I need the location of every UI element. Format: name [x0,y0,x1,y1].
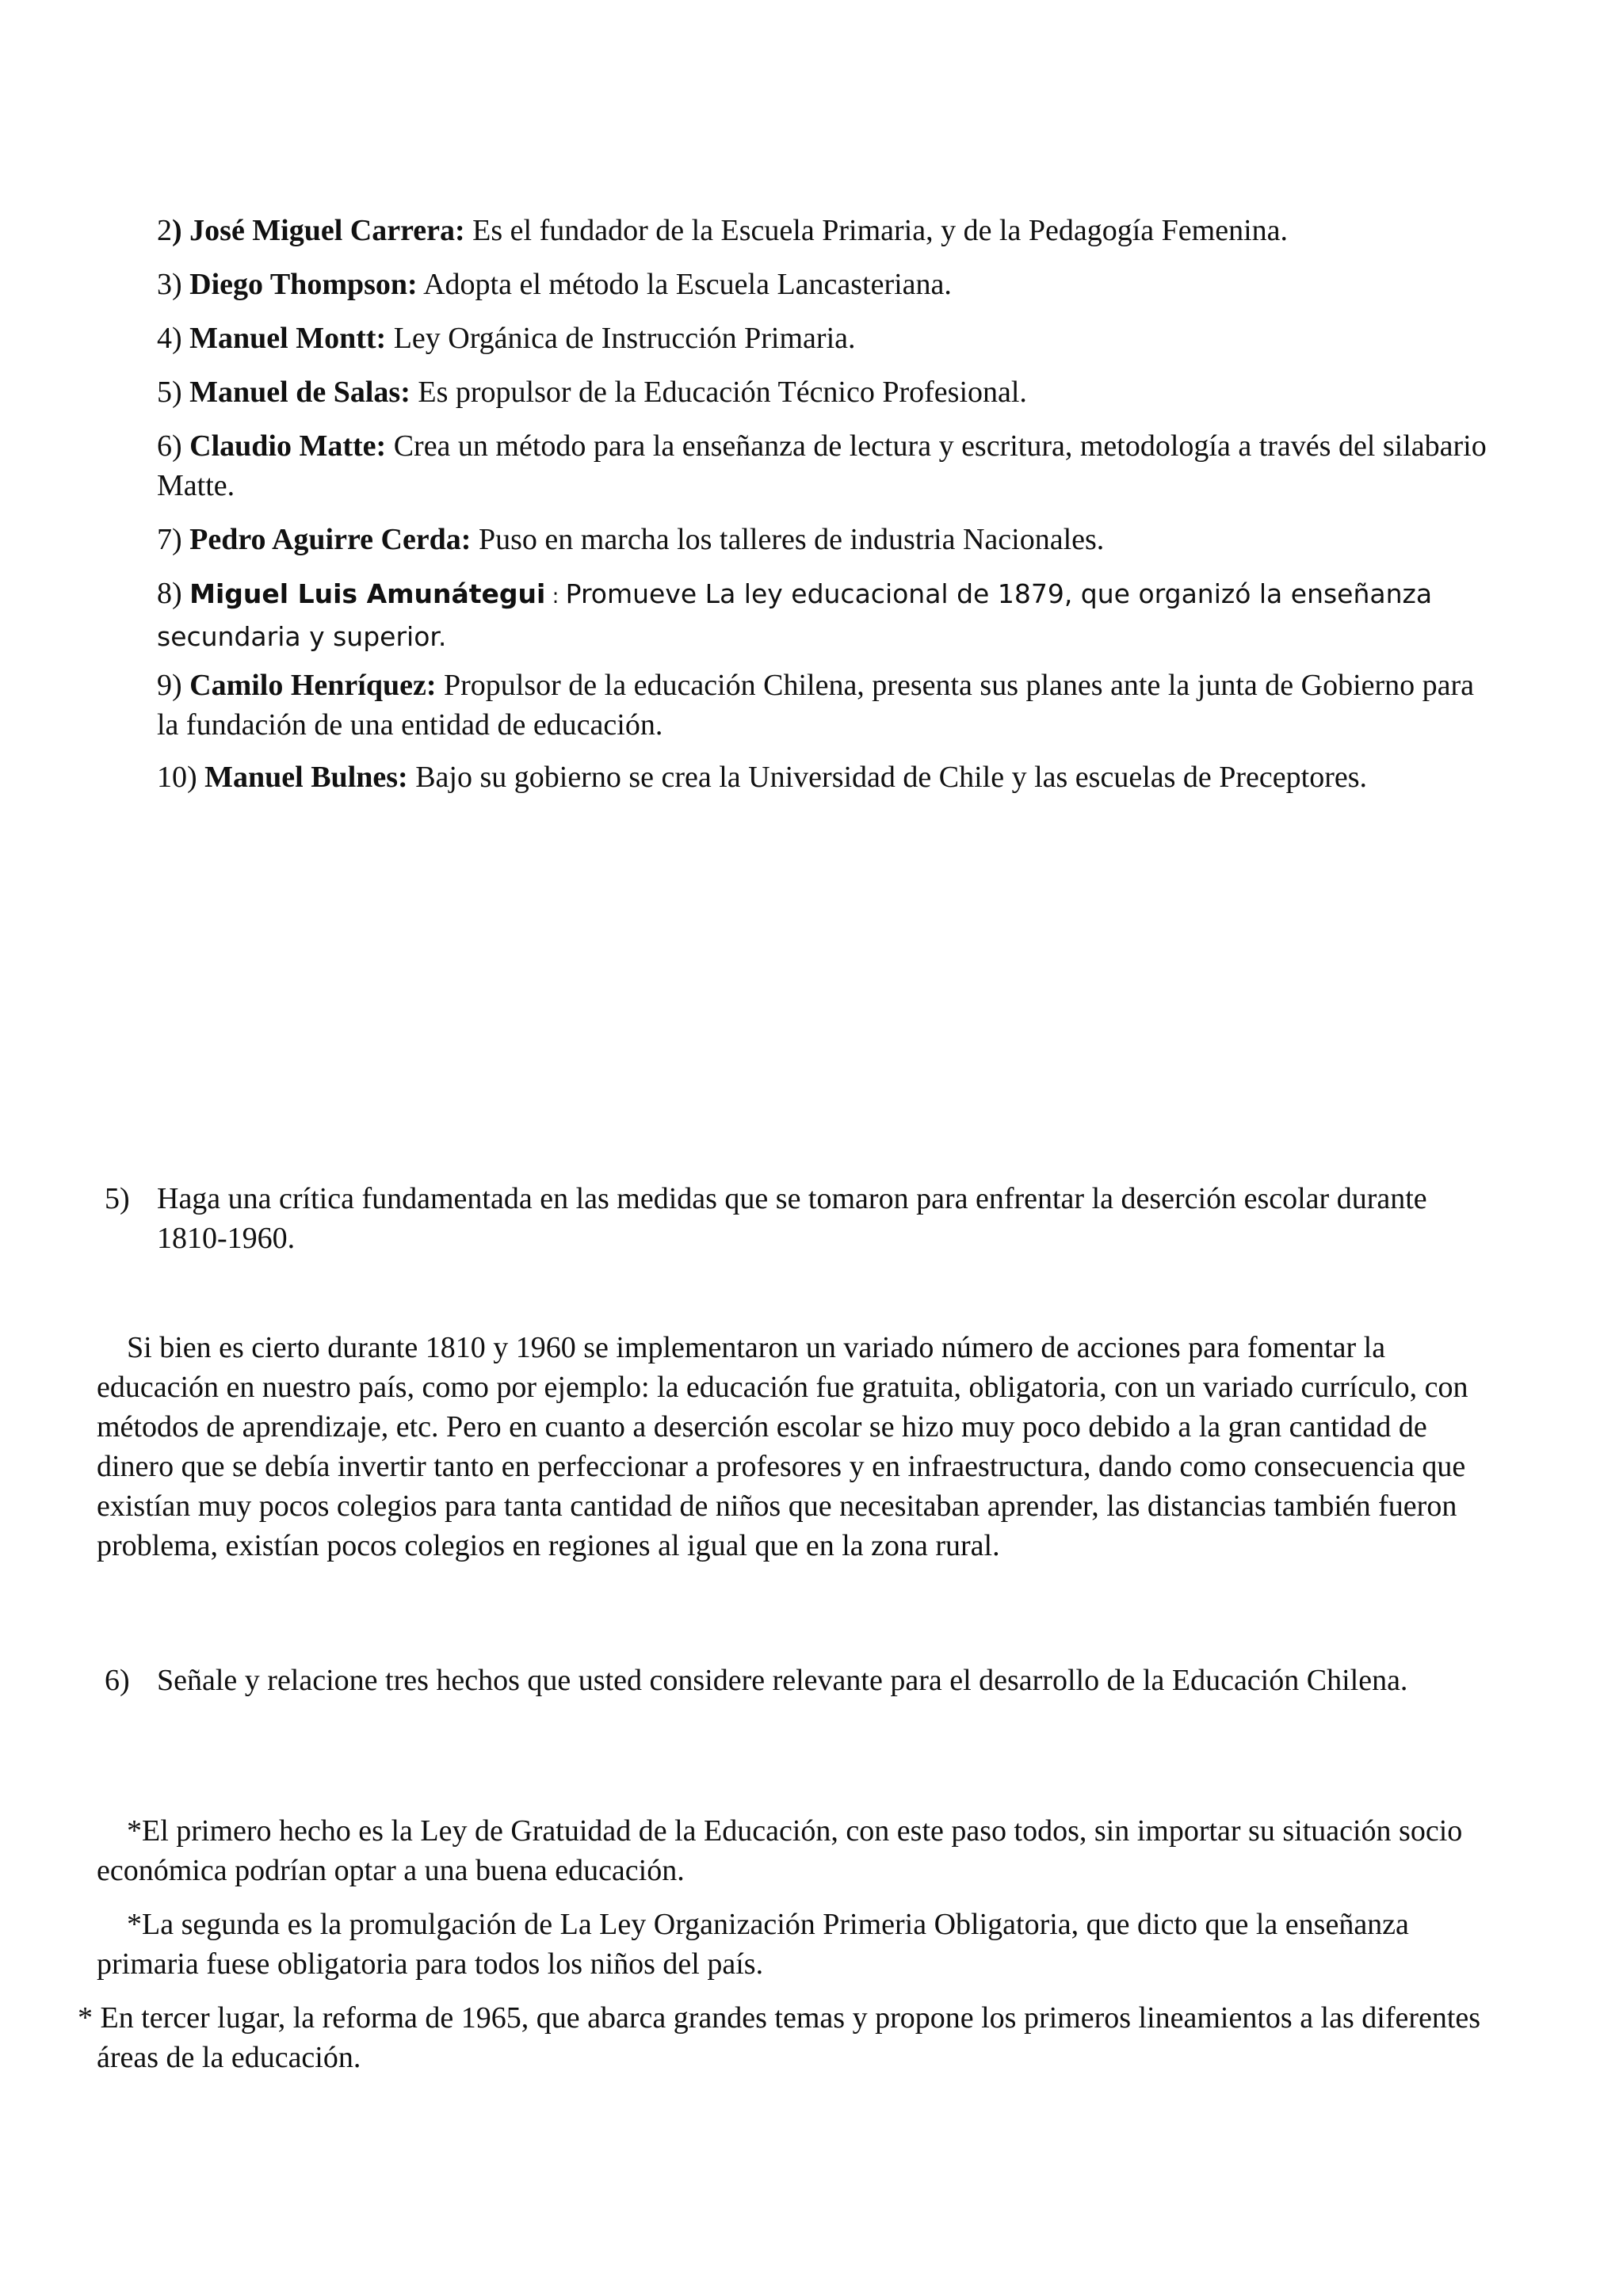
question-text: Señale y relacione tres hechos que usted considere relevante para el desarrollo de la Educación Chilena. [157,1664,1408,1697]
list-item-6: 6) Claudio Matte: Crea un método para la enseñanza de lectura y escritura, metodología a través del silabario Matte. [157,429,1487,502]
list-item-2: 2) José Miguel Carrera: Es el fundador de la Escuela Primaria, y de la Pedagogía Femenina. [157,214,1288,247]
question-6 [105,1661,1499,1700]
question-number: 5) [105,1182,130,1215]
question-text: Haga una crítica fundamentada en las medidas que se tomaron para enfrentar la deserción escolar durante 1810-1960. [157,1182,1427,1255]
list-item-3: 3) Diego Thompson: Adopta el método la Escuela Lancasteriana. [157,268,952,301]
answer-6-item-3: * En tercer lugar, la reforma de 1965, que abarca grandes temas y propone los primeros lineamientos a las diferentes áreas de la educación. [78,2001,1481,2074]
answer-5: Si bien es cierto durante 1810 y 1960 se implementaron un variado número de acciones para fomentar la educación en nuestro país, como por ejemplo: la educación fue gratuita, obligatoria, con un variado currículo, con métodos de aprendizaje, etc. Pero en cuanto a deserción escolar se hizo muy poco debido a la gran cantidad de dinero que se debía invertir tanto en perfeccionar a profesores y en infraestructura, dando como consecuencia que existían muy pocos colegios para tanta cantidad de niños que necesitaban aprender, las distancias también fueron problema, existían pocos colegios en regiones al igual que en la zona rural. [97,1331,1468,1562]
list-item-7: 7) Pedro Aguirre Cerda: Puso en marcha los talleres de industria Nacionales. [157,523,1105,556]
answer-6-item-2: *La segunda es la promulgación de La Ley Organización Primeria Obligatoria, que dicto que la enseñanza primaria fuese obligatoria para todos los niños del país. [97,1908,1409,1981]
question-number: 6) [105,1664,130,1697]
answer-6-item-1: *El primero hecho es la Ley de Gratuidad de la Educación, con este paso todos, sin importar su situación socio económica podrían optar a una buena educación. [97,1814,1463,1887]
question-5 [105,1179,1499,1255]
list-item-8: 8) Miguel Luis Amunátegui : Promueve La ley educacional de 1879, que organizó la enseñanza secundaria y superior. [157,577,1433,652]
list-item-9: 9) Camilo Henríquez: Propulsor de la educación Chilena, presenta sus planes ante la junta de Gobierno para la fundación de una entidad de educación. [157,669,1475,742]
list-item-10: 10) Manuel Bulnes: Bajo su gobierno se crea la Universidad de Chile y las escuelas de Preceptores. [157,761,1368,794]
list-item-5: 5) Manuel de Salas: Es propulsor de la Educación Técnico Profesional. [157,376,1027,409]
list-item-4: 4) Manuel Montt: Ley Orgánica de Instrucción Primaria. [157,322,856,355]
